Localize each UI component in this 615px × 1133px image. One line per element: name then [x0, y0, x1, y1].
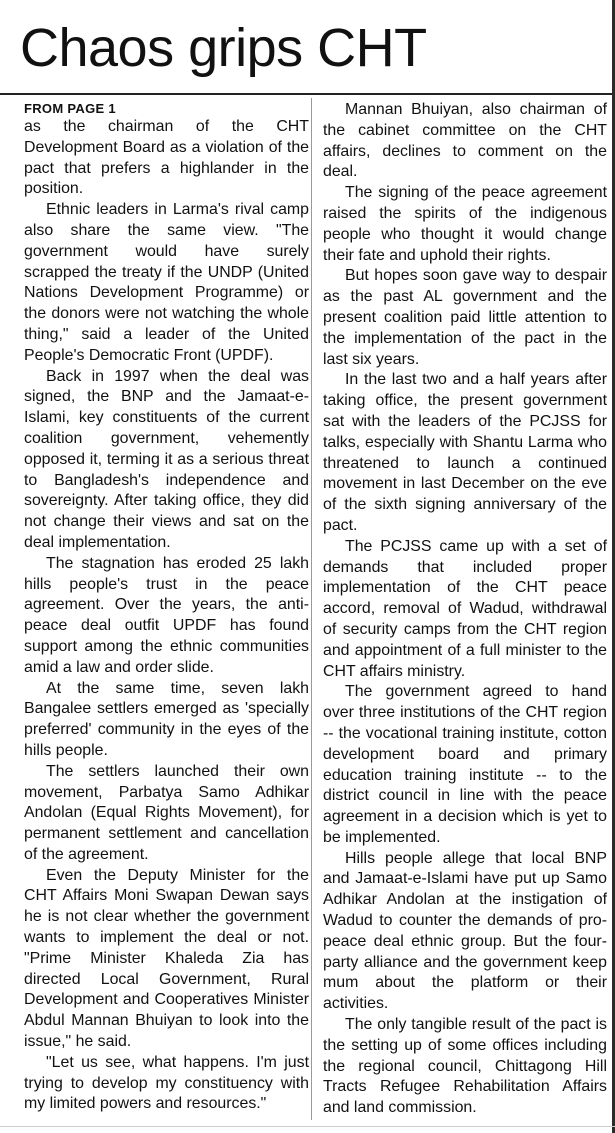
paragraph: The stagnation has eroded 25 lakh hills people's trust in the peace agreement. Over the years, the anti-peace deal outfit UPDF has found support among the ethnic communities amid a law and order slide.: [24, 554, 309, 676]
column-divider: [311, 98, 312, 1120]
paragraph: But hopes soon gave way to despair as the past AL government and the present coalition paid little attention to the implementation of the pact in the last six years.: [323, 267, 607, 368]
bottom-rule: [0, 1126, 615, 1127]
paragraph: In the last two and a half years after taking office, the present government sat with the leaders of the PCJSS for talks, especially with Shantu Larma who threatened to launch a continued movement in last December on the eve of the sixth signing anniversary of the pact.: [323, 371, 607, 534]
paragraph: The PCJSS came up with a set of demands that included proper implementation of the CHT peace accord, removal of Wadud, withdrawal of security camps from the CHT region and appointment of a full minister to the CHT affairs ministry.: [323, 537, 607, 680]
paragraph: Hills people allege that local BNP and Jamaat-e-Islami have put up Samo Adhikar Andolan at the instigation of Wadud to counter the demands of pro-peace deal ethnic group. But the four-party alliance and the government keep mum about the platform or their activities.: [323, 849, 607, 1013]
paragraph: The settlers launched their own movement, Parbatya Samo Adhikar Andolan (Equal Rights Movement), for permanent settlement and cancellation of the agreement.: [24, 762, 309, 863]
paragraph: At the same time, seven lakh Bangalee settlers emerged as 'specially preferred' community in the eyes of the hills people.: [24, 679, 309, 759]
kicker: FROM PAGE 1: [24, 101, 116, 116]
paragraph: Mannan Bhuiyan, also chairman of the cabinet committee on the CHT affairs, declines to comment on the deal.: [323, 101, 607, 181]
right-column: [323, 100, 607, 1119]
left-column: [24, 100, 309, 1115]
headline-rule: [0, 93, 615, 95]
headline: Chaos grips CHT: [20, 18, 427, 78]
paragraph: Back in 1997 when the deal was signed, the BNP and the Jamaat-e-Islami, key constituents of the current coalition government, vehemently opposed it, terming it as a serious threat to Bangladesh's independence and sovereignty. After taking office, they did not change their views and sat on the deal implementation.: [24, 367, 309, 551]
paragraph: The only tangible result of the pact is the setting up of some offices including the regional council, Chittagong Hill Tracts Refugee Rehabilitation Affairs and land commission.: [323, 1016, 607, 1117]
paragraph: "Let us see, what happens. I'm just trying to develop my constituency with my limited powers and resources.": [24, 1053, 309, 1113]
paragraph: Ethnic leaders in Larma's rival camp also share the same view. "The government would have surely scrapped the treaty if the UNDP (United Nations Development Programme) or the donors were not watching the whole thing," said a leader of the United People's Democratic Front (UPDF).: [24, 201, 309, 364]
paragraph: as the chairman of the CHT Development Board as a violation of the pact that prefers a highlander in the position.: [24, 118, 309, 198]
paragraph: Even the Deputy Minister for the CHT Affairs Moni Swapan Dewan says he is not clear whether the government wants to implement the deal or not. "Prime Minister Khaleda Zia has directed Local Government, Rural Development and Cooperatives Minister Abdul Mannan Bhuiyan to look into the issue," he said.: [24, 866, 309, 1051]
paragraph: The government agreed to hand over three institutions of the CHT region -- the vocational training institute, cotton development board and primary education training institute -- to the district council in line with the peace agreement in a decision which is yet to be implemented.: [323, 683, 607, 846]
paragraph: The signing of the peace agreement raised the spirits of the indigenous people who thought it would change their fate and uphold their rights.: [323, 184, 607, 264]
